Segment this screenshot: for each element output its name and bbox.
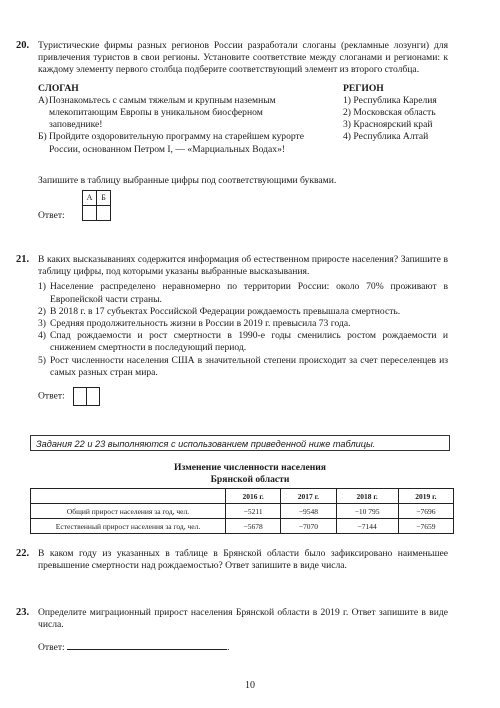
answer-cell[interactable]: [87, 388, 100, 406]
row-header: Общий прирост населения за год, чел.: [31, 504, 226, 519]
region-item: 1) Республика Карелия: [343, 94, 437, 106]
table-row: [31, 504, 454, 519]
task-instruction: Запишите в таблицу выбранные цифры под соответствующими буквами.: [38, 174, 337, 186]
statement-item: [38, 355, 448, 379]
column-header: 2019 г.: [398, 489, 453, 504]
answer-row: [38, 190, 448, 226]
answer-label: Ответ:: [38, 642, 65, 654]
region-item: 4) Республика Алтай: [343, 131, 429, 143]
answer-label: Ответ:: [38, 209, 65, 221]
table-cell: −7144: [336, 519, 398, 534]
table-title-line: Брянской области: [210, 474, 290, 485]
item-text: Население распределено неравномерно по территории России: около 70% проживают в Европейской части страны.: [50, 281, 448, 305]
answer-label: Ответ:: [38, 390, 65, 402]
table-row: [31, 519, 454, 534]
page-number: 10: [245, 680, 255, 691]
item-label: 1): [38, 281, 46, 293]
item-label: Б): [38, 131, 47, 143]
task-21: [16, 254, 448, 406]
statement-item: [38, 281, 448, 305]
item-text: В 2018 г. в 17 субъектах Российской Федерации рождаемость превышала смертность.: [50, 305, 401, 317]
answer-grid: [82, 190, 111, 221]
item-text: Рост численности населения США в значительной степени происходит за счет переселенцев из самых разных стран мира.: [50, 354, 448, 378]
instruction-banner: Задания 22 и 23 выполняются с использованием приведенной ниже таблицы.: [30, 435, 450, 451]
grid-header-b: Б: [97, 190, 111, 205]
item-text: Спад рождаемости и рост смертности в 1990-е годы сменились ростом рождаемости и снижением смертности в последующий период.: [50, 330, 448, 354]
answer-line[interactable]: [67, 640, 227, 650]
task-intro: Туристические фирмы разных регионов России разработали слоганы (рекламные лозунги) для привлечения туристов в свои регионы. Установите соответствие между слоганами и регионами: к каждому элементу первого столбца подберите соответствующий элемент из второго столбца.: [38, 40, 448, 76]
answer-grid: [73, 387, 100, 406]
statement-item: [38, 318, 448, 330]
table-cell: −9548: [281, 504, 336, 519]
task-20: [16, 40, 448, 226]
statement-item: [38, 306, 448, 318]
answer-row: [38, 387, 448, 406]
table-cell: −7659: [398, 519, 453, 534]
slogan-column: [38, 83, 308, 156]
task-text: Определите миграционный прирост населения Брянской области в 2019 г. Ответ запишите в виде числа.: [38, 607, 448, 631]
item-label: 3): [38, 318, 46, 330]
region-item: 3) Красноярский край: [343, 119, 433, 131]
slogan-item: [38, 95, 308, 132]
task-22: [16, 548, 448, 572]
answer-row: [38, 640, 448, 654]
table-cell: −5211: [226, 504, 281, 519]
column-header: 2017 г.: [281, 489, 336, 504]
grid-header-a: А: [83, 190, 97, 205]
column-header: 2018 г.: [336, 489, 398, 504]
table-title: [40, 462, 460, 486]
statement-item: [38, 330, 448, 354]
task-intro: В каких высказываниях содержится информация об естественном приросте населения? Запишите в таблицу цифры, под которыми указаны выбранные высказывания.: [38, 254, 448, 278]
item-label: 5): [38, 354, 46, 366]
task-number: 22.: [16, 548, 30, 559]
item-label: 4): [38, 330, 46, 342]
row-header: Естественный прирост населения за год, чел.: [31, 519, 226, 534]
task-number: 23.: [16, 607, 30, 618]
answer-cell-b[interactable]: [97, 205, 111, 220]
table-cell: −5678: [226, 519, 281, 534]
slogan-item: [38, 131, 308, 155]
item-text: Пройдите оздоровительную программу на старейшем курорте России, основанном Петром I, — «Марциальных Водах»!: [49, 131, 304, 155]
item-label: А): [38, 94, 49, 106]
task-number: 21.: [16, 254, 30, 265]
table-cell: −7696: [398, 504, 453, 519]
answer-cell[interactable]: [74, 388, 87, 406]
column-header-slogan: СЛОГАН: [38, 82, 79, 94]
answer-cell-a[interactable]: [83, 205, 97, 220]
column-header: 2016 г.: [226, 489, 281, 504]
table-title-line: Изменение численности населения: [174, 462, 326, 473]
statement-list: [38, 281, 448, 379]
answer-end: .: [227, 642, 230, 654]
table-cell: −7070: [281, 519, 336, 534]
item-text: Средняя продолжительность жизни в России в 2019 г. превысила 73 года.: [50, 318, 351, 330]
task-text: В каком году из указанных в таблице в Брянской области было зафиксировано наименьшее превышение смертности над рождаемостью? Ответ запишите в виде числа.: [38, 548, 448, 572]
task-23: [16, 607, 448, 655]
region-item: 2) Московская область: [343, 107, 436, 119]
region-column: [343, 83, 463, 144]
task-number: 20.: [16, 40, 30, 51]
table-header-row: [31, 489, 454, 504]
item-label: 2): [38, 305, 46, 317]
table-cell: −10 795: [336, 504, 398, 519]
table-corner-cell: [31, 489, 226, 504]
item-text: Познакомьтесь с самым тяжелым и крупным наземным млекопитающим Европы в уникальном биосферном заповеднике!: [49, 94, 276, 131]
matching-columns: [38, 83, 448, 175]
population-table: [30, 488, 454, 534]
column-header-region: РЕГИОН: [343, 82, 384, 94]
